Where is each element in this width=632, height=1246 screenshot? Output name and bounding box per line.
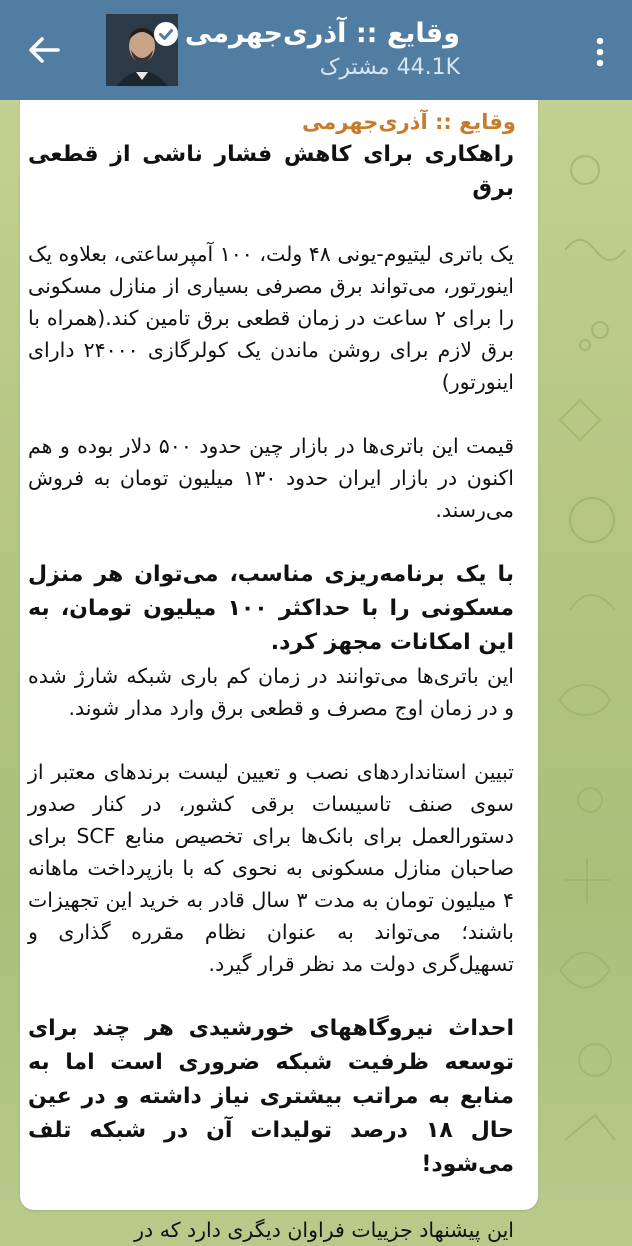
- channel-title: وقایع :: آذری‌جهرمی: [184, 18, 460, 49]
- paragraph-5-bold: احداث نیروگاههای خورشیدی هر چند برای توسعه ظرفیت شبکه ضروری است اما به منابع به مراتب بیشتری نیاز داشته و در عین حال ۱۸ درصد تولیدات آن در شبکه تلف می‌شود!: [28, 1016, 514, 1177]
- more-vertical-icon: [580, 30, 620, 74]
- paragraph-1: یک باتری لیتیوم-یونی ۴۸ ولت، ۱۰۰ آمپرساعتی، بعلاوه یک اینورتور، می‌تواند برق مصرفی بسیاری از منازل مسکونی را برای ۲ ساعت در زمان قطعی برق تامین کند.(همراه با برق لازم برای روشن ماندن یک کولرگازی ۲۴۰۰۰ دارای اینورتور): [27, 242, 514, 394]
- paragraph-3-bold: با یک برنامه‌ریزی مناسب، می‌توان هر منزل مسکونی را با حداکثر ۱۰۰ میلیون تومان، به این امکانات مجهز کرد.: [28, 562, 514, 655]
- paragraph-3: این باتری‌ها می‌توانند در زمان کم باری شبکه شارژ شده و در زمان اوج مصرف و قطعی برق وارد مدار شوند.: [28, 664, 514, 720]
- message-author[interactable]: وقایع :: آذری‌جهرمی: [302, 110, 516, 134]
- chat-header: [0, 0, 632, 100]
- paragraph-4: تبیین استانداردهای نصب و تعیین لیست برندهای معتبر از سوی صنف تاسیسات برقی کشور، در کنار صدور دستورالعمل برای بانک‌ها برای تخصیص منابع SCF برای صاحبان منازل مسکونی به نحوی که با بازپرداخت ماهانه ۴ میلیون تومان به مدت ۳ سال قادر به خرید این تجهیزات باشند؛ می‌تواند به عنوان نظام مقرره گذاری و تسهیل‌گری دولت مد نظر قرار گیرد.: [28, 760, 514, 976]
- more-menu-button[interactable]: [580, 30, 620, 74]
- paragraph-6: این پیشنهاد جزییات فراوان دیگری دارد که در: [134, 1218, 514, 1242]
- channel-info[interactable]: [184, 18, 460, 80]
- subscriber-count: 44.1K مشترک: [319, 55, 460, 80]
- message-content: [20, 100, 534, 1246]
- paragraph-2: قیمت این باتری‌ها در بازار چین حدود ۵۰۰ دلار بوده و هم اکنون در بازار ایران حدود ۱۳۰ میلیون تومان به فروش می‌رسند.: [28, 434, 514, 522]
- message-bubble[interactable]: [20, 100, 538, 1242]
- verified-badge-icon: [153, 21, 179, 47]
- back-button[interactable]: [22, 28, 66, 72]
- arrow-left-icon: [22, 28, 66, 72]
- message-title: راهکاری برای کاهش فشار ناشی از قطعی برق: [28, 142, 514, 201]
